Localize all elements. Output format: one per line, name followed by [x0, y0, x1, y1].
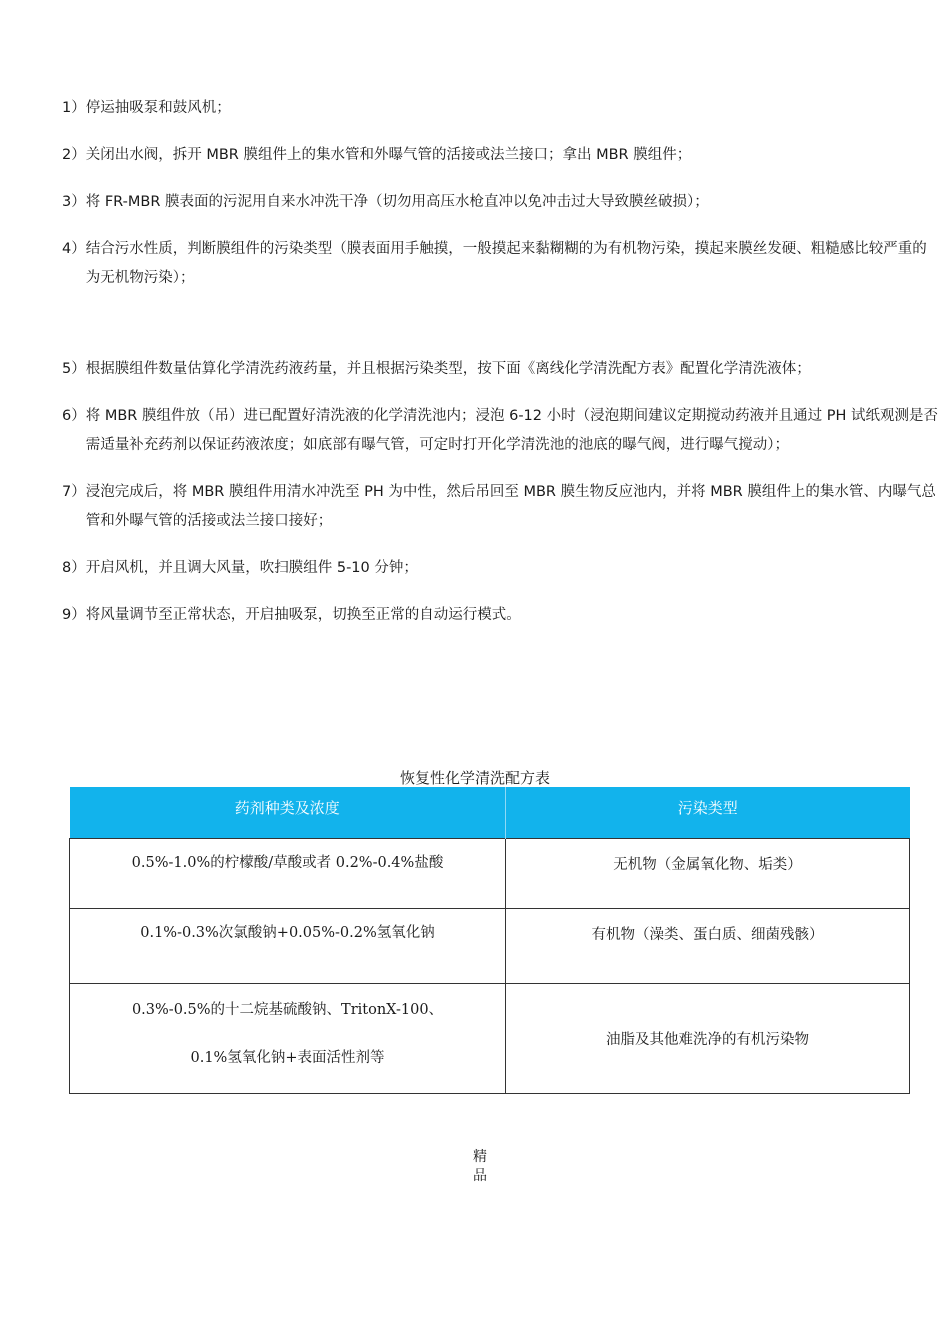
pollution-type-cell: 有机物（澡类、蛋白质、细菌残骸）: [506, 908, 910, 983]
procedure-steps: [62, 94, 940, 630]
footer-char: 精: [473, 1149, 487, 1165]
agent-line: 0.1%-0.3%次氯酸钠+0.05%-0.2%氢氧化钠: [140, 924, 435, 941]
footer-watermark: [0, 1148, 950, 1186]
table-header-row: [70, 787, 910, 838]
table-row: [70, 838, 910, 908]
step-text: 关闭出水阀，拆开 MBR 膜组件上的集水管和外曝气管的活接或法兰接口；拿出 MBR 膜组件；: [85, 147, 692, 163]
pollution-type-cell: 油脂及其他难洗净的有机污染物: [506, 983, 910, 1093]
cleaning-recipe-table: [69, 787, 910, 1094]
agent-cell: [70, 838, 506, 908]
step-5: [62, 355, 940, 384]
step-number: 4）: [62, 241, 86, 257]
agent-line: 0.3%-0.5%的十二烷基硫酸钠、TritonX-100、: [131, 1001, 444, 1018]
step-number: 2）: [62, 147, 86, 163]
step-number: 3）: [62, 194, 86, 210]
agent-cell: [70, 908, 506, 983]
agent-line: 0.5%-1.0%的柠檬酸/草酸或者 0.2%-0.4%盐酸: [131, 854, 444, 871]
step-text: 浸泡完成后，将 MBR 膜组件用清水冲洗至 PH 为中性，然后吊回至 MBR 膜生物反应池内，并将 MBR 膜组件上的集水管、内曝气总管和外曝气管的活接或法兰接口接好；: [85, 484, 936, 529]
table-row: [70, 983, 910, 1093]
step-number: 5）: [62, 361, 86, 377]
step-text: 将风量调节至正常状态，开启抽吸泵，切换至正常的自动运行模式。: [85, 607, 521, 623]
header-pollution-type: 污染类型: [506, 787, 910, 838]
step-number: 8）: [62, 560, 86, 576]
agent-cell: [70, 983, 506, 1093]
step-1: [62, 94, 940, 123]
footer-char: 品: [473, 1168, 487, 1184]
step-number: 9）: [62, 607, 86, 623]
step-4: [62, 235, 940, 293]
step-text: 停运抽吸泵和鼓风机；: [85, 100, 231, 116]
step-7: [62, 478, 940, 536]
step-9: [62, 601, 940, 630]
step-text: 结合污水性质，判断膜组件的污染类型（膜表面用手触摸，一般摸起来黏糊糊的为有机物污染，摸起来膜丝发硬、粗糙感比较严重的为无机物污染）；: [85, 241, 927, 286]
step-number: 1）: [62, 100, 86, 116]
step-text: 将 MBR 膜组件放（吊）进已配置好清洗液的化学清洗池内；浸泡 6-12 小时（浸泡期间建议定期搅动药液并且通过 PH 试纸观测是否需适量补充药剂以保证药液浓度；如底部有曝气管，可定时打开化学清洗池的池底的曝气阀，进行曝气搅动）；: [85, 408, 938, 453]
table-title: 恢复性化学清洗配方表: [399, 769, 550, 787]
step-2: [62, 141, 940, 170]
agent-line: 0.1%氢氧化钠+表面活性剂等: [190, 1049, 385, 1066]
table-row: [70, 908, 910, 983]
step-text: 开启风机，并且调大风量，吹扫膜组件 5-10 分钟；: [85, 560, 418, 576]
step-number: 6）: [62, 408, 86, 424]
step-text: 根据膜组件数量估算化学清洗药液药量，并且根据污染类型，按下面《离线化学清洗配方表》配置化学清洗液体；: [85, 361, 811, 377]
header-agent: 药剂种类及浓度: [70, 787, 506, 838]
pollution-type-cell: 无机物（金属氧化物、垢类）: [506, 838, 910, 908]
step-8: [62, 554, 940, 583]
step-6: [62, 402, 940, 460]
step-number: 7）: [62, 484, 86, 500]
step-text: 将 FR-MBR 膜表面的污泥用自来水冲洗干净（切勿用高压水枪直冲以免冲击过大导致膜丝破损）；: [85, 194, 709, 210]
step-3: [62, 188, 940, 217]
